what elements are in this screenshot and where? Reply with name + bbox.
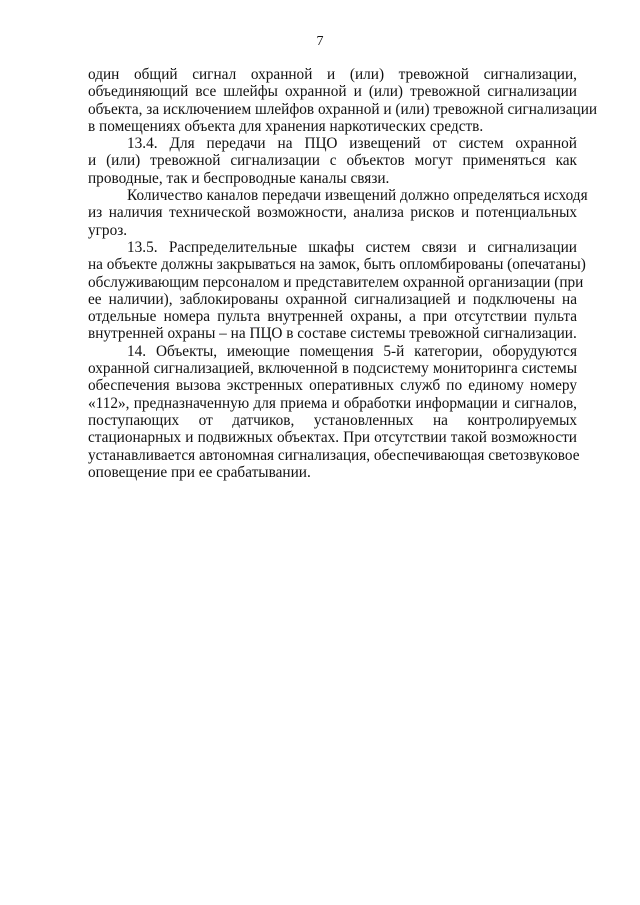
text-line: проводные, так и беспроводные каналы связи. <box>88 169 390 187</box>
text-line: обслуживающим персоналом и представителем охранной организации (при <box>88 273 584 291</box>
text-line: объекта, за исключением шлейфов охранной и (или) тревожной сигнализации <box>88 100 598 118</box>
text-line: 13.5. Распределительные шкафы систем связи и сигнализации <box>127 238 577 256</box>
text-line: угроз. <box>88 221 128 239</box>
text-line: отдельные номера пульта внутренней охраны, а при отсутствии пульта <box>88 308 577 326</box>
text-line: Количество каналов передачи извещений должно определяться исходя <box>127 187 588 205</box>
text-line: поступающих от датчиков, установленных на контролируемых <box>88 411 577 429</box>
text-line: охранной сигнализацией, включенной в подсистему мониторинга системы <box>88 360 577 378</box>
text-line: «112», предназначенную для приема и обработки информации и сигналов, <box>88 394 577 412</box>
paragraph-13-5 <box>88 238 586 343</box>
text-line: в помещениях объекта для хранения наркотических средств. <box>88 117 484 135</box>
page-number: 7 <box>316 34 324 49</box>
paragraph-alarm-signal <box>88 66 598 135</box>
text-line: один общий сигнал охранной и (или) тревожной сигнализации, <box>88 66 577 83</box>
text-line: обеспечения вызова экстренных оперативных служб по единому номеру <box>88 377 577 395</box>
text-line: и (или) тревожной сигнализации с объектов могут применяться как <box>88 152 577 170</box>
text-line: устанавливается автономная сигнализация, обеспечивающая светозвуковое <box>88 446 580 464</box>
paragraph-channel-count <box>88 187 588 239</box>
text-line: из наличия технической возможности, анализа рисков и потенциальных <box>88 204 577 222</box>
text-line: стационарных и подвижных объектах. При отсутствии такой возможности <box>88 429 577 447</box>
text-line: ее наличии), заблокированы охранной сигнализацией и подключены на <box>88 290 577 308</box>
text-line: оповещение при ее срабатывании. <box>88 463 311 481</box>
text-line: на объекте должны закрываться на замок, быть опломбированы (опечатаны) <box>88 256 586 274</box>
paragraph-14 <box>88 342 580 481</box>
text-line: 13.4. Для передачи на ПЦО извещений от систем охранной <box>127 135 577 153</box>
text-line: объединяющий все шлейфы охранной и (или) тревожной сигнализации <box>88 83 577 101</box>
text-line: внутренней охраны – на ПЦО в составе системы тревожной сигнализации. <box>88 325 577 343</box>
paragraph-13-4 <box>88 135 577 187</box>
text-line: 14. Объекты, имеющие помещения 5-й категории, оборудуются <box>127 342 577 360</box>
document-body <box>88 66 598 481</box>
